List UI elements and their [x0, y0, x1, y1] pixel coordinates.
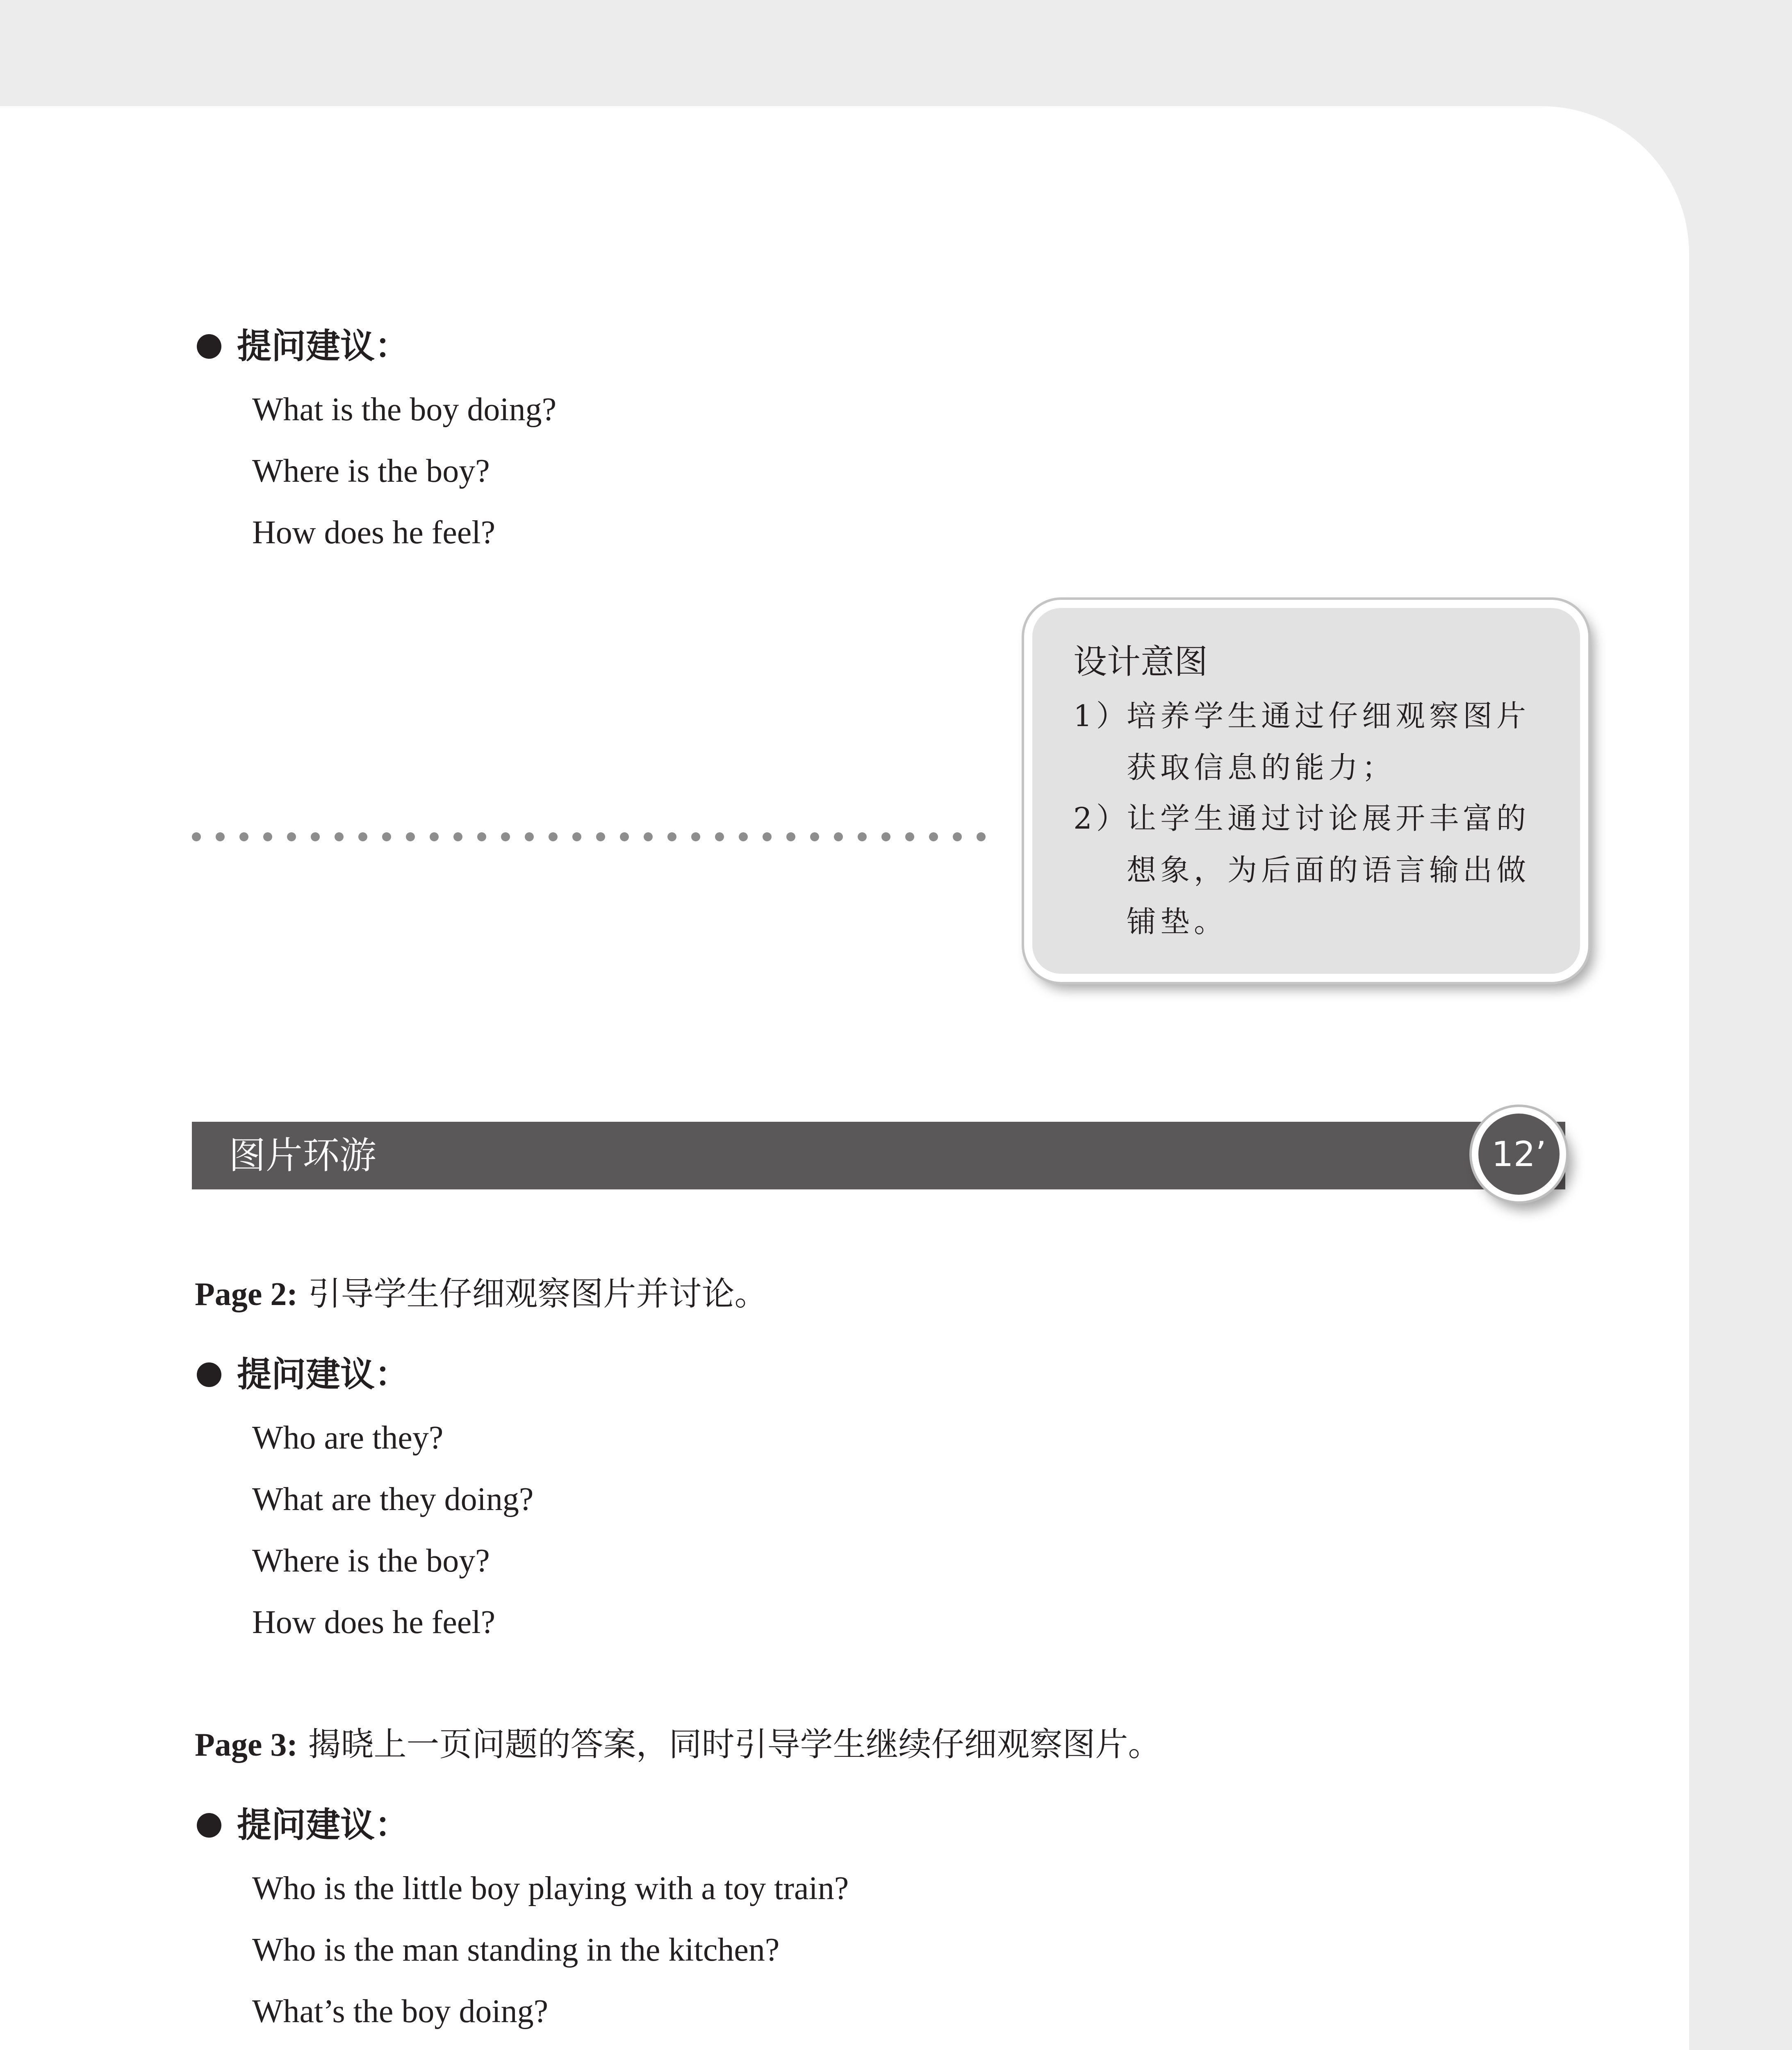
question-line: How does he feel?: [252, 515, 496, 551]
question-line: Where is the boy?: [252, 453, 490, 489]
dotted-divider: [192, 832, 1012, 849]
question-line: Who is the little boy playing with a toy train?: [252, 1870, 849, 1906]
design-intent-box: [1024, 600, 1588, 982]
bullet-icon: [197, 334, 221, 359]
section-title: 图片环游: [229, 1134, 376, 1177]
question-line: What’s the boy doing?: [252, 1993, 549, 2029]
bullet-icon: [197, 1362, 221, 1387]
question-line: Who is the man standing in the kitchen?: [252, 1932, 780, 1968]
page3-instruction: Page 3: 揭晓上一页问题的答案，同时引导学生继续仔细观察图片。: [195, 1725, 1161, 1763]
question-line: Where is the boy?: [252, 1543, 490, 1579]
time-badge-label: 12’: [1491, 1134, 1546, 1174]
question-line: Who are they?: [252, 1420, 444, 1456]
section-title-bar: [192, 1122, 1565, 1189]
question-line: What is the boy doing?: [252, 392, 557, 428]
design-intent-title: 设计意图: [1073, 642, 1208, 681]
question-suggestion-heading: 提问建议：: [197, 1804, 409, 1845]
bullet-icon: [197, 1813, 221, 1838]
question-line: How does he feel?: [252, 1604, 496, 1640]
question-suggestion-heading: 提问建议：: [197, 326, 409, 367]
question-suggestion-heading: 提问建议：: [197, 1354, 409, 1395]
time-badge: [1472, 1107, 1566, 1201]
question-line: What are they doing?: [252, 1481, 534, 1517]
page2-instruction: Page 2: 引导学生仔细观察图片并讨论。: [195, 1275, 767, 1313]
design-intent-item: 1）培养学生通过仔细观察图片 获取信息的能力；: [1073, 699, 1530, 785]
design-intent-item: 2）让学生通过讨论展开丰富的 想象，为后面的语言输出做铺垫。: [1073, 801, 1530, 939]
